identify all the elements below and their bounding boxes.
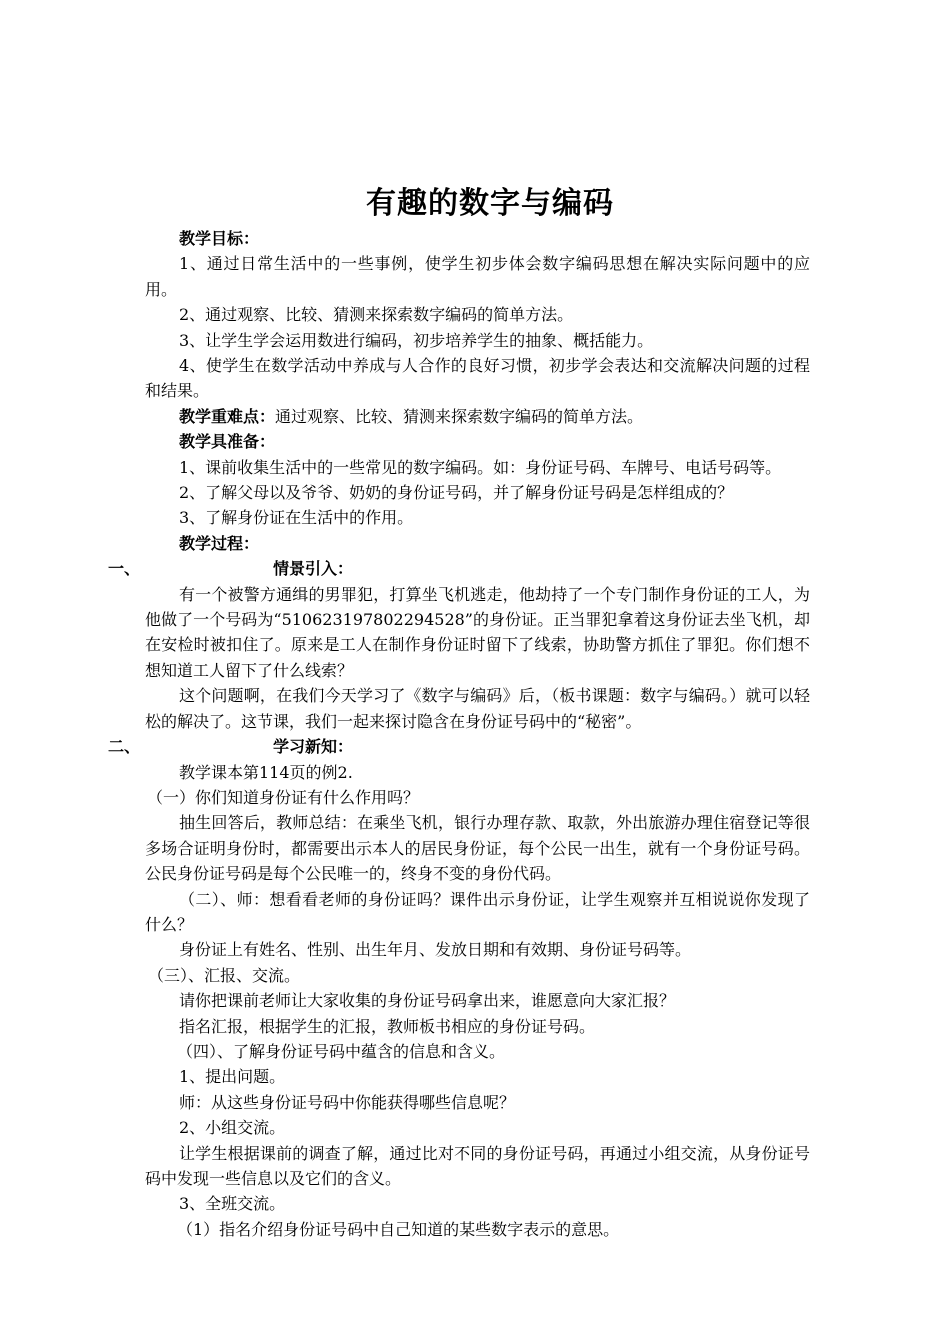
paragraph: 抽生回答后，教师总结：在乘坐飞机，银行办理存款、取款，外出旅游办理住宿登记等很多场合证明身份时，都需要出示本人的居民身份证，每个公民一出生，就有一个身份证号码。公民身份证号码是每个公民唯一的，终身不变的身份代码。 [145,813,810,884]
paragraph: （1）指名介绍身份证号码中自己知道的某些数字表示的意思。 [177,1219,620,1239]
paragraph: 请你把课前老师让大家收集的身份证号码拿出来，谁愿意向大家汇报？ [179,991,676,1011]
paragraph: 2、小组交流。 [179,1118,286,1138]
paragraph: 师：从这些身份证号码中你能获得哪些信息呢？ [179,1092,516,1112]
paragraph: 指名汇报，根据学生的汇报，教师板书相应的身份证号码。 [179,1016,596,1036]
objective-item: 3、让学生学会运用数进行编码，初步培养学生的抽象、概括能力。 [179,330,654,350]
paragraph: 1、提出问题。 [179,1067,286,1087]
preparation-item: 1、课前收集生活中的一些常见的数字编码。如：身份证号码、车牌号、电话号码等。 [179,457,782,477]
objectives-heading: 教学目标： [179,229,260,248]
subsection-heading: （一）你们知道身份证有什么作用吗？ [147,787,420,807]
key-points-line [145,404,810,429]
section-number: 二、 [108,737,141,757]
objective-item: 2、通过观察、比较、猜测来探索数字编码的简单方法。 [179,305,574,325]
objective-item: 4、使学生在数学活动中养成与人合作的良好习惯，初步学会表达和交流解决问题的过程和结果。 [145,356,810,401]
subsection-heading: （三）、汇报、交流。 [148,965,301,985]
paragraph: 这个问题啊，在我们今天学习了《数字与编码》后，（板书课题：数字与编码。）就可以轻松的解决了。这节课，我们一起来探讨隐含在身份证号码中的“秘密”。 [145,686,810,731]
process-heading: 教学过程： [179,533,260,553]
preparation-heading: 教学具准备： [179,432,276,452]
section-number: 一、 [108,559,141,579]
key-points-label: 教学重难点： [179,406,276,426]
paragraph: 3、全班交流。 [179,1194,286,1214]
paragraph: 身份证上有姓名、性别、出生年月、发放日期和有效期、身份证号码等。 [179,940,692,960]
subsection-heading: （四）、了解身份证号码中蕴含的信息和含义。 [177,1041,506,1061]
section-label: 学习新知： [273,737,354,757]
preparation-item: 3、了解身份证在生活中的作用。 [179,508,414,528]
key-points-text: 通过观察、比较、猜测来探索数字编码的简单方法。 [275,406,644,426]
objective-item: 1、通过日常生活中的一些事例，使学生初步体会数字编码思想在解决实际问题中的应用。 [145,254,810,299]
paragraph: 有一个被警方通缉的男罪犯，打算坐飞机逃走，他劫持了一个专门制作身份证的工人，为他做了一个号码为“510623197802294528”的身份证。正当罪犯拿着这身份证去坐飞机，却在安检时被扣住了。原来是工人在制作身份证时留下了线索，协助警方抓住了罪犯。你们想不想知道工人留下了什么线索？ [145,584,810,680]
section-heading [108,734,810,759]
section-label: 情景引入： [273,559,354,579]
subsection-heading: （二）、师：想看看老师的身份证吗？课件出示身份证，让学生观察并互相说说你发现了什么？ [145,889,810,934]
document-body [108,226,810,1242]
preparation-item: 2、了解父母以及爷爷、奶奶的身份证号码，并了解身份证号码是怎样组成的？ [179,483,734,503]
document-title: 有趣的数字与编码 [366,186,614,221]
paragraph: 教学课本第114页的例2. [179,762,353,782]
paragraph: 让学生根据课前的调查了解，通过比对不同的身份证号码，再通过小组交流，从身份证号码中发现一些信息以及它们的含义。 [145,1143,810,1188]
section-heading [108,556,810,581]
